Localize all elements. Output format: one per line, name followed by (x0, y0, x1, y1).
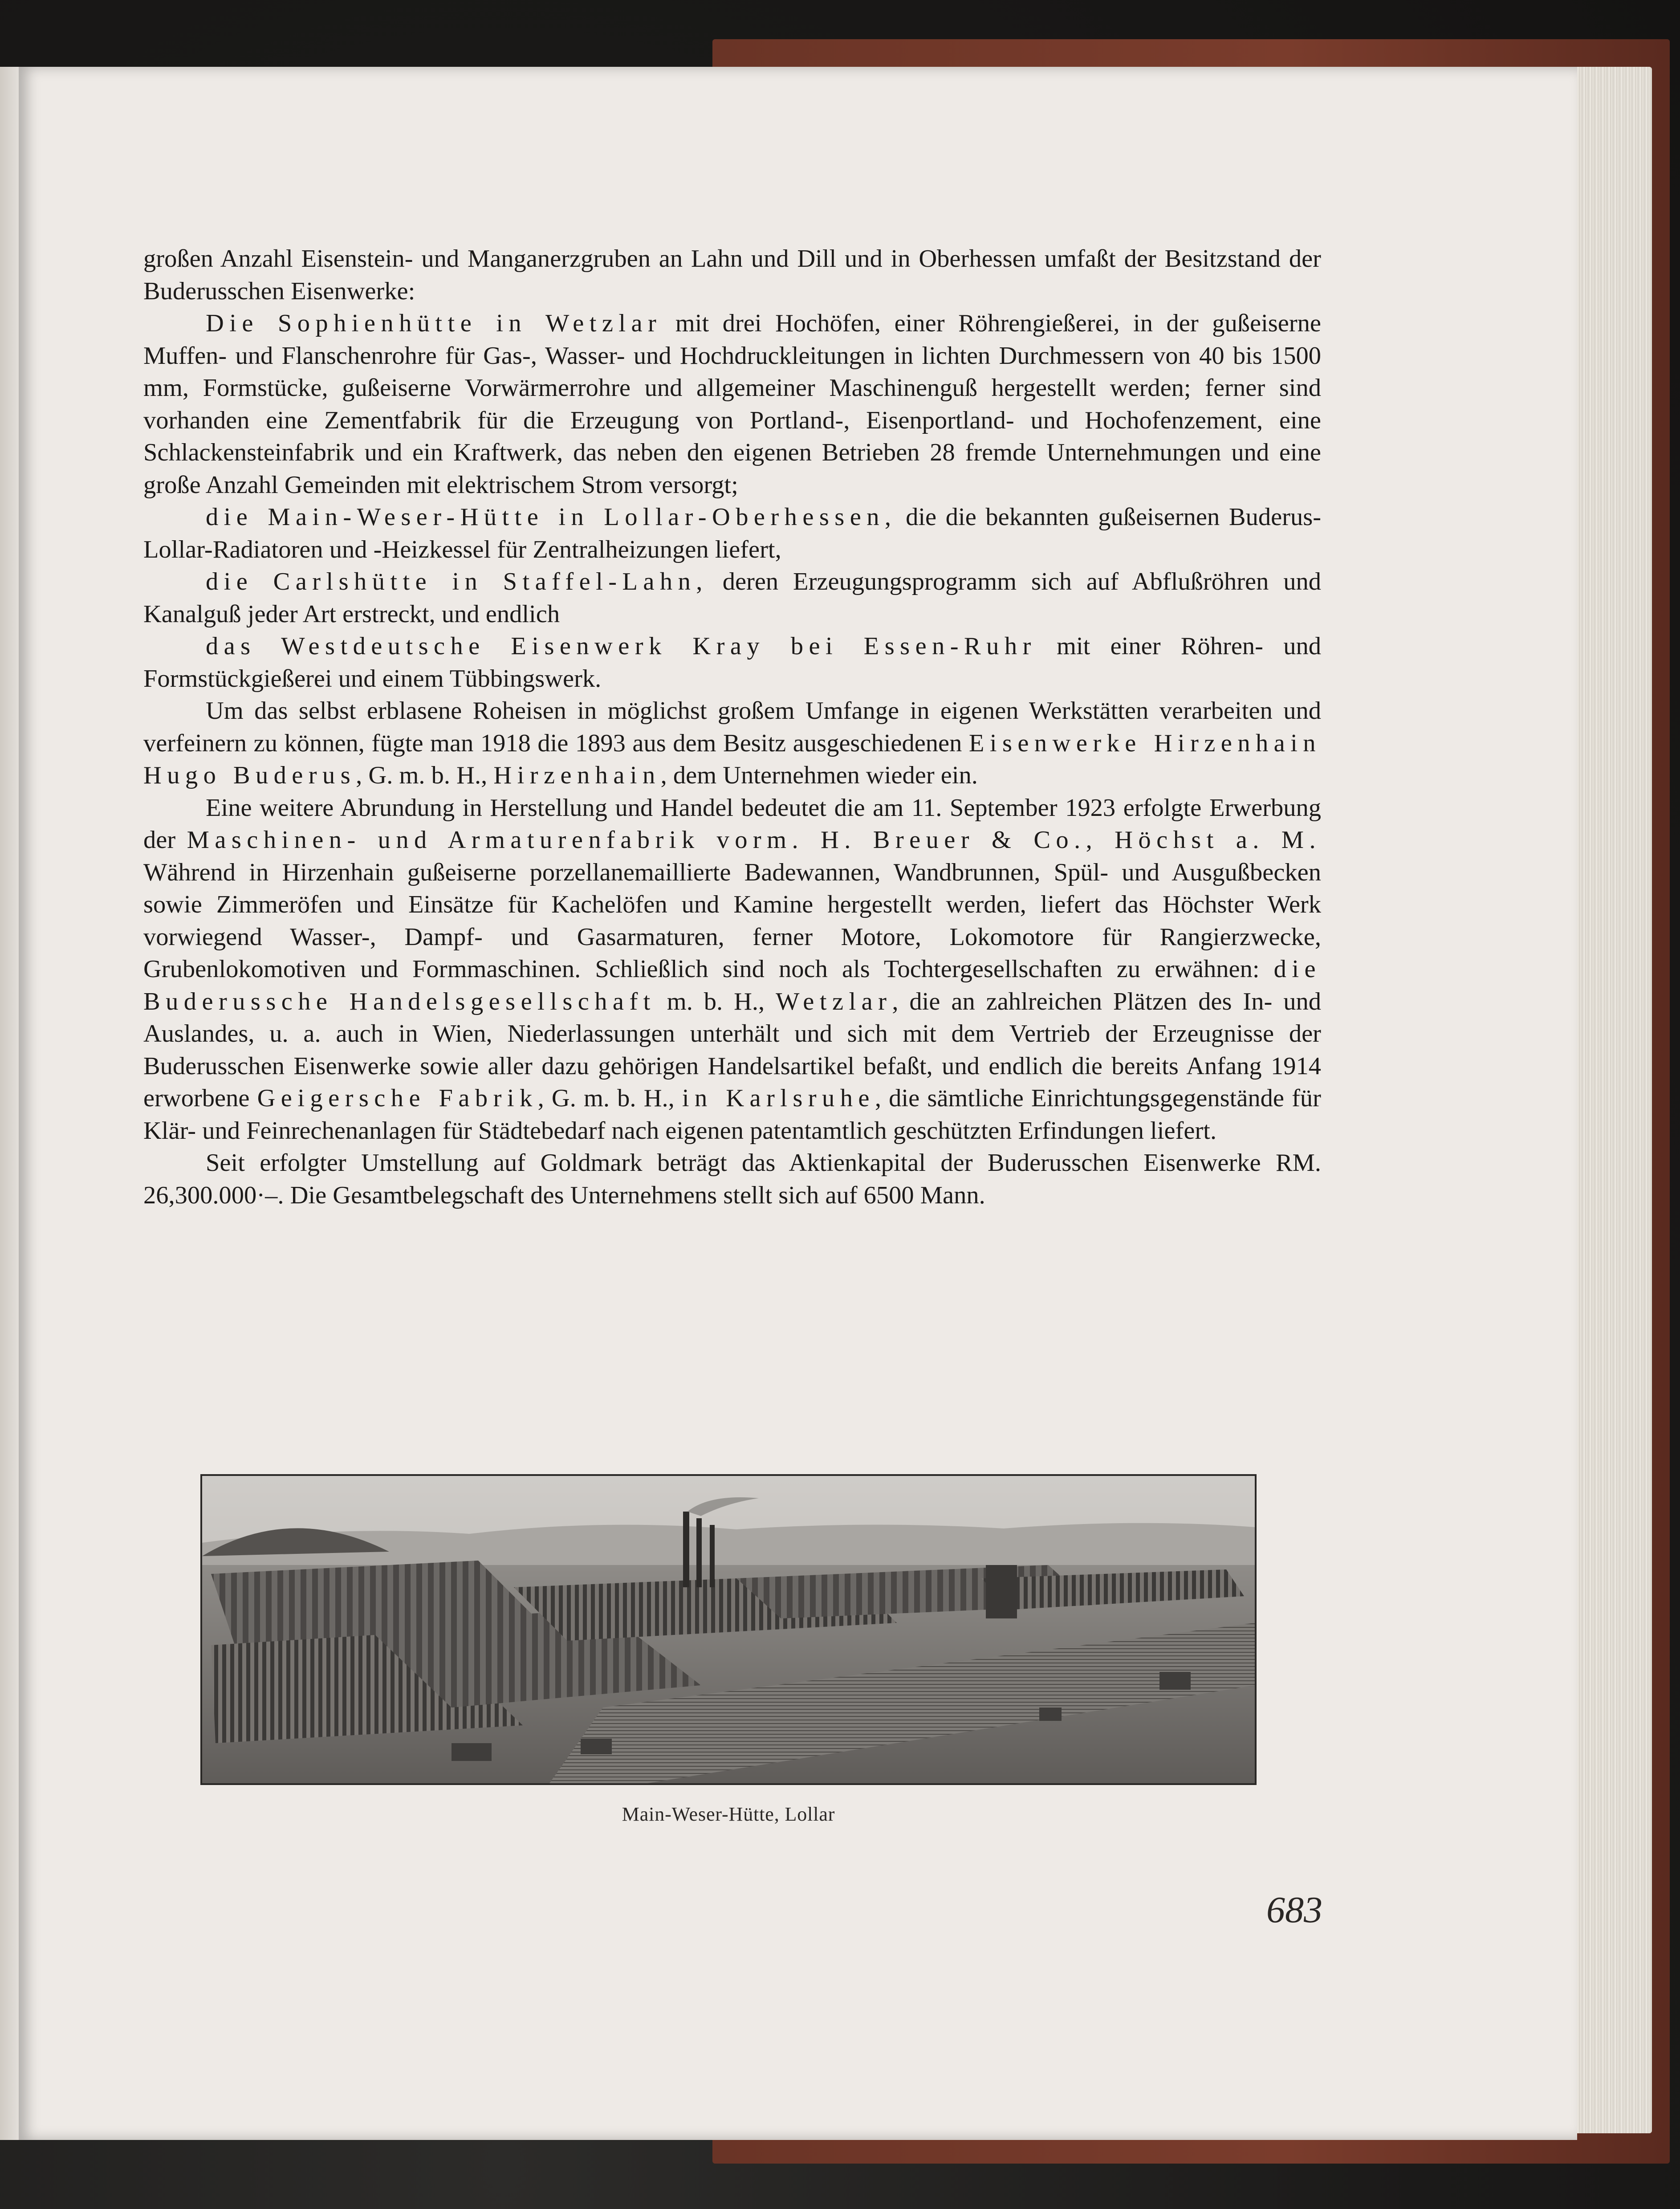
text-run: , G. m. b. H., (537, 1084, 682, 1112)
text-run: deren Erzeugungsprogramm sich auf Abflußröhren und Kanalguß jeder Art erstreckt, und endlich (143, 568, 1321, 628)
spaced-emphasis: Die Sophienhütte in Wetzlar (206, 310, 662, 337)
factory-engraving-image (202, 1476, 1255, 1783)
text-run: , die an zahlreichen Plätzen des In- und Auslandes, u. a. auch in Wien, Niederlassungen unterhält und sich mit dem Vertrieb der Erzeugnisse der Buderusschen Eisenwerke sowie aller dazu gehörigen Handelsartikel befaßt, und endlich die bereits Anfang 1914 erworbene (143, 987, 1321, 1112)
spaced-emphasis: die Main-Weser-Hütte in Lollar-Oberhessen, (206, 503, 897, 531)
paragraph (143, 307, 1321, 501)
text-run: m. b. H., (655, 987, 776, 1015)
spaced-emphasis: Hirzenhain (493, 762, 661, 789)
text-run: mit einer Röhren- und Formstückgießerei und einem Tübbingswerk. (143, 632, 1321, 693)
spaced-emphasis: das Westdeutsche Eisenwerk Kray bei Essen-Ruhr (206, 632, 1037, 660)
spaced-emphasis: Maschinen- und Armaturenfabrik vorm. H. Breuer & Co., Höchst a. M. (187, 826, 1321, 854)
text-run: Um das selbst erblasene Roheisen in möglichst großem Umfange in eigenen Werkstätten verarbeiten und verfeinern zu können, fügte man 1918 die 1893 aus dem Besitz ausgeschiedenen (143, 697, 1321, 757)
text-run: die die bekannten gußeisernen Buderus-Lollar-Radiatoren und -Heizkessel für Zentralheizungen liefert, (143, 503, 1322, 563)
paragraph (143, 630, 1321, 695)
spaced-emphasis: die Carlshütte in Staffel-Lahn, (206, 568, 708, 595)
text-run: Eine weitere Abrundung in Herstellung und Handel bedeutet die am 11. September 1923 erfolgte Erwerbung der (143, 794, 1321, 854)
spaced-emphasis: in Karlsruhe (682, 1084, 875, 1112)
gutter-edge (0, 67, 19, 2140)
paragraph (143, 695, 1321, 792)
spaced-emphasis: die Buderussche Handelsgesellschaft (143, 955, 1321, 1015)
text-run: Während in Hirzenhain gußeiserne porzellanemaillierte Badewannen, Wandbrunnen, Spül- und Ausgußbecken sowie Zimmeröfen und Einsätze für Kachelöfen und Kamine hergestellt werden, liefert das Höchster Werk vorwiegend Wasser-, Dampf- und Gasarmaturen, ferner Motore, Lokomotore für Rangierzwecke, Grubenlokomotiven und Formmaschinen. Schließlich sind noch als Tochtergesellschaften zu erwähnen: (143, 858, 1321, 983)
spaced-emphasis: Wetzlar (776, 987, 892, 1015)
paragraph (143, 792, 1321, 1147)
page-fore-edge (1567, 67, 1652, 2133)
text-run: , die sämtliche Einrichtungsgegenstände für Klär- und Feinrechenanlagen für Städtebedarf nach eigenen patentamtlich geschützten Erfindungen liefert. (143, 1084, 1321, 1145)
body-text (143, 243, 1321, 1211)
text-run: mit drei Hochöfen, einer Röhrengießerei, in der gußeiserne Muffen- und Flanschenrohre für Gas-, Wasser- und Hochdruckleitungen in lichten Durchmessern von 40 bis 1500 mm, Formstücke, gußeiserne Vorwärmerrohre und allgemeiner Maschinenguß hergestellt werden; ferner sind vorhanden eine Zementfabrik für die Erzeugung von Portland-, Eisenportland- und Hochofenzement, eine Schlackensteinfabrik und ein Kraftwerk, das neben den eigenen Betrieben 28 fremde Unternehmungen und eine große Anzahl Gemeinden mit elektrischem Strom versorgt; (143, 310, 1321, 499)
paragraph (143, 501, 1321, 566)
factory-illustration (200, 1474, 1257, 1785)
spaced-emphasis: Geigersche Fabrik (257, 1084, 538, 1112)
paragraph: Seit erfolgter Umstellung auf Goldmark beträgt das Aktienkapital der Buderusschen Eisenwerke RM. 26,300.000·–. Die Gesamtbelegschaft des Unternehmens stellt sich auf 6500 Mann. (143, 1149, 1321, 1209)
text-run: , G. m. b. H., (356, 762, 494, 789)
spaced-emphasis: Eisenwerke Hirzenhain Hugo Buderus (143, 729, 1321, 789)
paragraph (143, 566, 1321, 630)
paragraph: großen Anzahl Eisenstein- und Manganerzgruben an Lahn und Dill und in Oberhessen umfaßt der Besitzstand der Buderusschen Eisenwerke: (143, 245, 1321, 305)
page-number: 683 (1266, 1889, 1322, 1931)
text-run: , dem Unternehmen wieder ein. (660, 762, 978, 789)
figure-caption: Main-Weser-Hütte, Lollar (622, 1803, 835, 1825)
